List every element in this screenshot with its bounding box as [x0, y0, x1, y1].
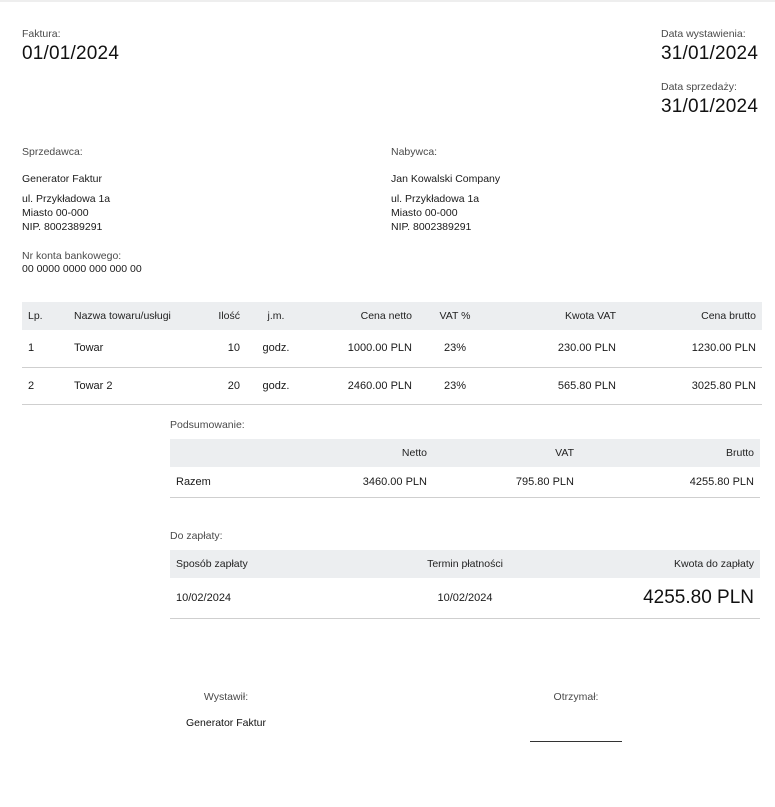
- payment-header-method: Sposób zapłaty: [176, 558, 248, 570]
- col-header-gross-price: Cena brutto: [701, 310, 756, 322]
- item-lp: 1: [22, 330, 68, 367]
- issue-date-label: Data wystawienia:: [661, 28, 746, 40]
- seller-label: Sprzedawca:: [22, 146, 83, 158]
- buyer-nip: NIP. 8002389291: [391, 221, 472, 233]
- item-qty: 10: [198, 330, 246, 367]
- bank-account-block: [22, 250, 142, 276]
- payment-amount: 4255.80 PLN: [560, 578, 760, 618]
- item-name: Towar: [68, 330, 198, 367]
- summary-label: Podsumowanie:: [170, 419, 245, 431]
- table-row: [170, 578, 760, 618]
- invoice-number-label: Faktura:: [22, 28, 61, 40]
- col-header-name: Nazwa towaru/usługi: [74, 310, 171, 322]
- items-table: [22, 302, 762, 405]
- buyer-city: Miasto 00-000: [391, 207, 458, 219]
- item-vat-rate: 23%: [418, 330, 492, 367]
- payment-label: Do zapłaty:: [170, 530, 223, 542]
- item-net-price: 2460.00 PLN: [306, 367, 418, 404]
- item-gross-price: 1230.00 PLN: [622, 330, 762, 367]
- buyer-name: Jan Kowalski Company: [391, 173, 501, 185]
- issued-by-name: Generator Faktur: [186, 717, 266, 729]
- bank-account-label: Nr konta bankowego:: [22, 250, 122, 262]
- issue-date: 31/01/2024: [661, 43, 759, 64]
- summary-table: [170, 439, 760, 498]
- table-row: [22, 330, 762, 367]
- payment-header-amount: Kwota do zapłaty: [674, 558, 754, 570]
- issued-by-block: [166, 691, 286, 729]
- sale-date: 31/01/2024: [661, 96, 759, 117]
- invoice-number-block: [22, 28, 119, 65]
- col-header-vat-amount: Kwota VAT: [565, 310, 616, 322]
- item-name: Towar 2: [68, 367, 198, 404]
- item-lp: 2: [22, 367, 68, 404]
- seller-block: [22, 146, 272, 234]
- buyer-label: Nabywca:: [391, 146, 438, 158]
- summary-header-row: [170, 439, 760, 467]
- summary-vat: 795.80 PLN: [433, 467, 580, 497]
- col-header-unit: j.m.: [267, 310, 285, 322]
- table-row: [170, 467, 760, 497]
- col-header-lp: Lp.: [28, 310, 43, 322]
- col-header-vat-rate: VAT %: [439, 310, 471, 322]
- summary-header-empty: [170, 439, 300, 467]
- payment-due-date: 10/02/2024: [370, 578, 560, 618]
- summary-header-vat: VAT: [555, 447, 574, 459]
- summary-total-label: Razem: [170, 467, 300, 497]
- payment-table: [170, 550, 760, 619]
- received-by-block: [530, 691, 622, 742]
- item-gross-price: 3025.80 PLN: [622, 367, 762, 404]
- items-header-row: [22, 302, 762, 330]
- seller-city: Miasto 00-000: [22, 207, 89, 219]
- seller-street: ul. Przykładowa 1a: [22, 193, 111, 205]
- item-vat-amount: 230.00 PLN: [492, 330, 622, 367]
- payment-header-row: [170, 550, 760, 578]
- invoice-number: 01/01/2024: [22, 43, 120, 64]
- summary-gross: 4255.80 PLN: [580, 467, 760, 497]
- issued-by-label: Wystawił:: [203, 691, 249, 703]
- seller-nip: NIP. 8002389291: [22, 221, 103, 233]
- item-vat-amount: 565.80 PLN: [492, 367, 622, 404]
- buyer-block: [391, 146, 641, 234]
- payment-method: 10/02/2024: [170, 578, 370, 618]
- seller-name: Generator Faktur: [22, 173, 102, 185]
- col-header-qty: Ilość: [218, 310, 240, 322]
- payment-header-due-date: Termin płatności: [427, 558, 503, 570]
- item-unit: godz.: [246, 367, 306, 404]
- table-row: [22, 367, 762, 404]
- dates-block: [661, 28, 761, 118]
- bank-account-number: 00 0000 0000 000 000 00: [22, 263, 142, 275]
- col-header-net-price: Cena netto: [360, 310, 412, 322]
- summary-net: 3460.00 PLN: [300, 467, 433, 497]
- signature-line: [530, 741, 622, 742]
- top-border: [0, 0, 775, 2]
- item-vat-rate: 23%: [418, 367, 492, 404]
- item-unit: godz.: [246, 330, 306, 367]
- item-net-price: 1000.00 PLN: [306, 330, 418, 367]
- item-qty: 20: [198, 367, 246, 404]
- summary-header-gross: Brutto: [725, 447, 754, 459]
- sale-date-label: Data sprzedaży:: [661, 81, 737, 93]
- summary-header-net: Netto: [401, 447, 427, 459]
- buyer-street: ul. Przykładowa 1a: [391, 193, 480, 205]
- received-by-label: Otrzymał:: [553, 691, 599, 703]
